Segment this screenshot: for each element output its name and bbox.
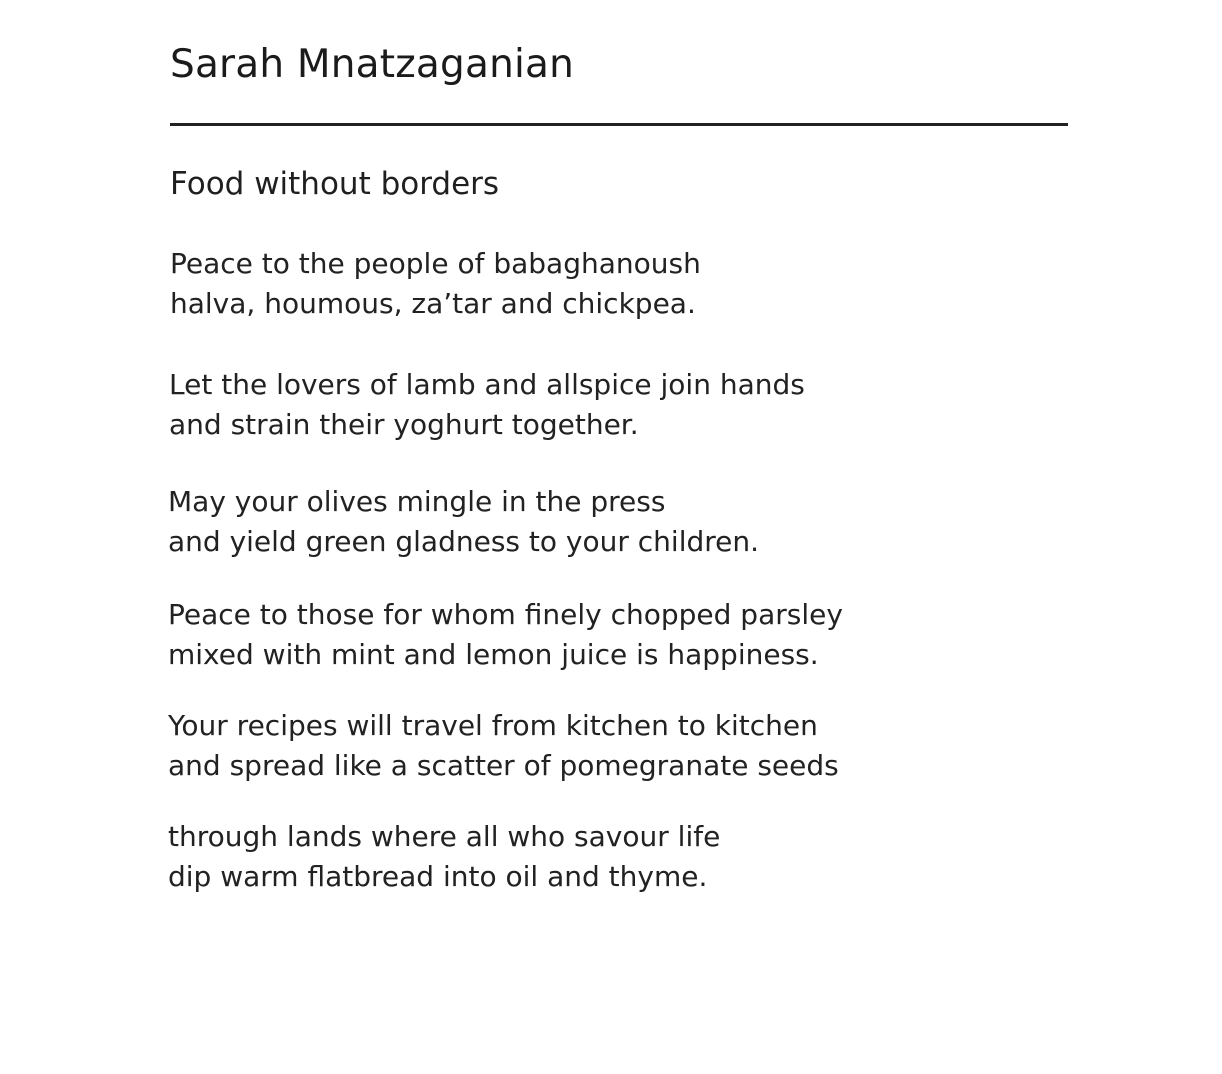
poem-line: and yield green gladness to your children.: [168, 525, 760, 558]
stanza-6: [168, 817, 720, 897]
poem-line: dip warm flatbread into oil and thyme.: [168, 860, 708, 893]
poem-line: and strain their yoghurt together.: [169, 408, 639, 441]
stanza-1: [170, 244, 701, 324]
stanza-5: [168, 706, 839, 786]
divider: [170, 123, 1068, 126]
poem-line: halva, houmous, za’tar and chickpea.: [170, 287, 696, 320]
poem-line: Your recipes will travel from kitchen to kitchen: [168, 709, 818, 742]
poem-line: and spread like a scatter of pomegranate seeds: [168, 749, 839, 782]
poem-title: Food without borders: [170, 166, 500, 202]
author-name: Sarah Mnatzaganian: [170, 42, 575, 87]
poem-line: May your olives mingle in the press: [168, 485, 666, 518]
poem-line: Peace to those for whom finely chopped parsley: [168, 598, 843, 631]
poem-line: through lands where all who savour life: [168, 820, 721, 853]
stanza-3: [168, 482, 759, 562]
poem-line: mixed with mint and lemon juice is happiness.: [168, 638, 819, 671]
stanza-2: [169, 365, 805, 445]
poem-line: Peace to the people of babaghanoush: [170, 247, 701, 280]
poem-line: Let the lovers of lamb and allspice join hands: [169, 368, 805, 401]
stanza-4: [168, 595, 843, 675]
